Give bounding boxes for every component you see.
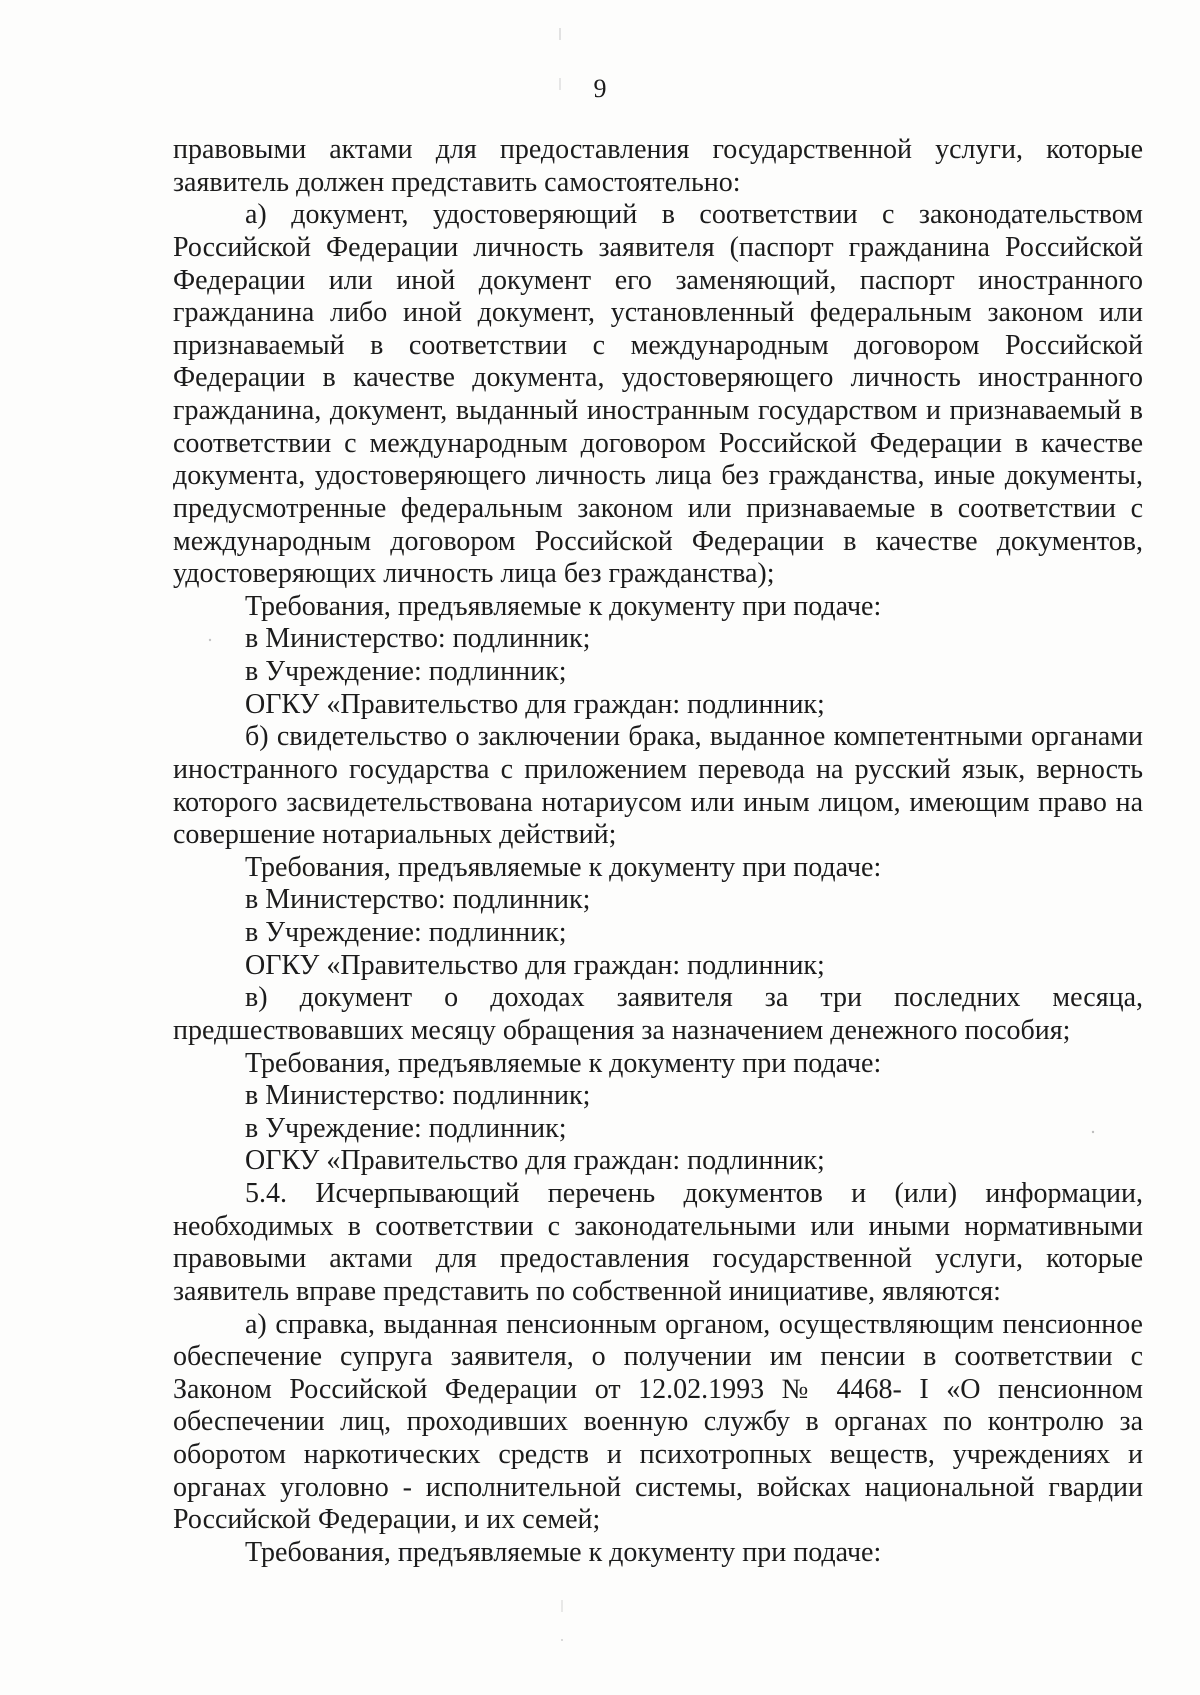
requirements-heading: Требования, предъявляемые к документу при подаче: — [245, 1536, 882, 1568]
requirement-ogku: ОГКУ «Правительство для граждан: подлинник; — [245, 949, 825, 981]
requirement-ministry: в Министерство: подлинник; — [245, 623, 591, 655]
requirement-ogku: ОГКУ «Правительство для граждан: подлинник; — [245, 1145, 825, 1177]
requirement-institution: в Учреждение: подлинник; — [245, 656, 567, 687]
requirements-heading: Требования, предъявляемые к документу при подаче: — [245, 851, 882, 883]
requirements-heading: Требования, предъявляемые к документу при подаче: — [245, 1047, 882, 1079]
requirements-heading: Требования, предъявляемые к документу при подаче: — [245, 590, 882, 622]
document-body — [173, 134, 1143, 1570]
requirement-ministry: в Министерство: подлинник; — [245, 884, 591, 916]
list-item-b-marriage-certificate: б) свидетельство о заключении брака, выданное компетентными органами иностранного государства с приложением перевода на русский язык, верность которого засвидетельствована нотариусом или иным лицом, имеющим право на совершение нотариальных действий; — [173, 721, 1143, 851]
requirement-institution: в Учреждение: подлинник; — [245, 1112, 567, 1144]
list-item-v-income-document: в) документ о доходах заявителя за три последних месяца, предшествовавших месяцу обращения за назначением денежного пособия; — [173, 982, 1143, 1046]
requirement-institution: в Учреждение: подлинник; — [245, 917, 567, 948]
requirement-ministry: в Министерство: подлинник; — [245, 1080, 591, 1112]
page-number: 9 — [593, 74, 607, 103]
list-item-a-pension-certificate: а) справка, выданная пенсионным органом, осуществляющим пенсионное обеспечение супруга заявителя, о получении им пенсии в соответствии с Законом Российской Федерации от 12.02.1993 № 4468- I «О пенсионном обеспечении лиц, проходивших военную службу в органах по контролю за оборотом наркотических средств и психотропных веществ, учреждениях и органах уголовно - исполнительной системы, войсках национальной гвардии Российской Федерации, и их семей; — [173, 1308, 1143, 1536]
section-5-4-paragraph: 5.4. Исчерпывающий перечень документов и (или) информации, необходимых в соответствии с законодательными или иными нормативными правовыми актами для предоставления государственной услуги, которые заявитель вправе представить по собственной инициативе, являются: — [173, 1178, 1143, 1307]
paragraph-continuation: правовыми актами для предоставления государственной услуги, которые заявитель должен представить самостоятельно: — [173, 134, 1143, 198]
list-item-a-identity-document: а) документ, удостоверяющий в соответствии с законодательством Российской Федерации личность заявителя (паспорт гражданина Российской Федерации или иной документ его заменяющий, паспорт иностранного гражданина либо иной документ, установленный федеральным законом или признаваемый в соответствии с международным договором Российской Федерации в качестве документа, удостоверяющего личность иностранного гражданина, документ, выданный иностранным государством и признаваемый в соответствии с международным договором Российской Федерации в качестве документа, удостоверяющего личность лица без гражданства, иные документы, предусмотренные федеральным законом или признаваемые в соответствии с международным договором Российской Федерации в качестве документов, удостоверяющих личность лица без гражданства); — [173, 199, 1143, 590]
requirement-ogku: ОГКУ «Правительство для граждан: подлинник; — [245, 688, 825, 720]
